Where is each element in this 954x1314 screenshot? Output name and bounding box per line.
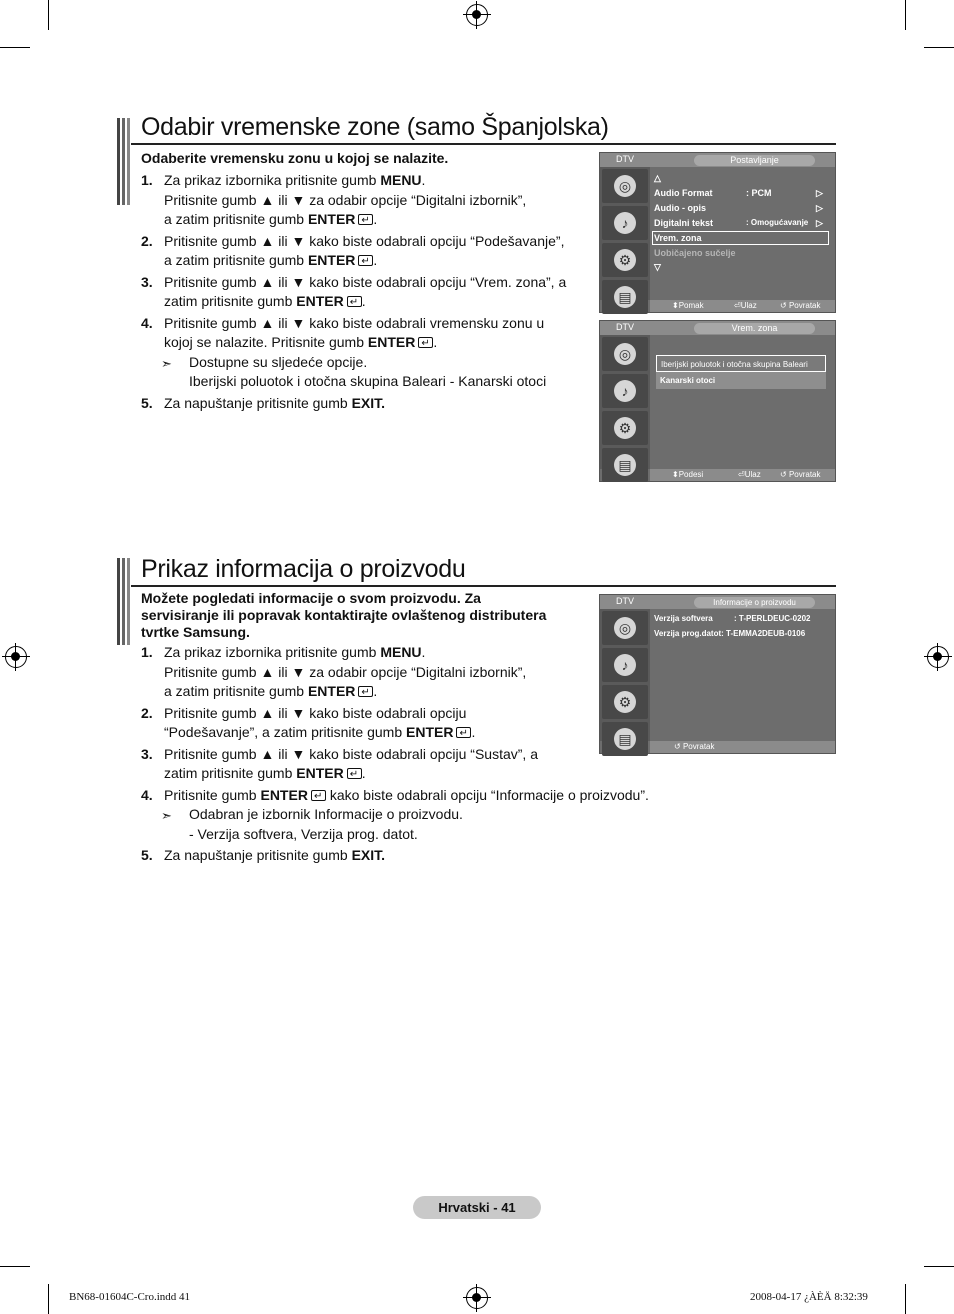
crop-mark	[924, 1266, 954, 1267]
step-item: 4. Pritisnite gumb ▲ ili ▼ kako biste odabrali vremensku zonu u kojoj se nalazite. Pritisnite gumb ENTER↵ . ➣ Dostupne su sljedeće opcije. Iberijski poluotok i otočna skupina Baleari - Kanarski otoci	[141, 314, 591, 392]
step-item: 5. Za napuštanje pritisnite gumb EXIT.	[141, 394, 386, 411]
osd-sidebar	[600, 335, 650, 473]
osd-setup-icon: ⚙	[602, 411, 648, 445]
osd-move-hint: ⬍Pomak	[672, 301, 704, 310]
section-bar	[117, 558, 133, 645]
crop-mark	[0, 1266, 30, 1267]
page-number-badge: Hrvatski - 41	[413, 1196, 541, 1219]
osd-adjust-hint: ⬍Podesi	[672, 470, 704, 479]
step-item: 5. Za napuštanje pritisnite gumb EXIT.	[141, 847, 386, 863]
osd-input-icon: ▤	[602, 448, 648, 482]
osd-sound-icon: ♪	[602, 206, 648, 240]
registration-mark-icon	[466, 1287, 488, 1309]
enter-icon	[311, 790, 326, 801]
step-item: 2. Pritisnite gumb ▲ ili ▼ kako biste odabrali opciju “Podešavanje”, a zatim pritisnite gumb ENTER↵ .	[141, 704, 701, 743]
osd-bottom-bar	[650, 469, 835, 481]
osd-dtv-label: DTV	[616, 154, 634, 164]
step-item: 1. Za prikaz izbornika pritisnite gumb MENU. Pritisnite gumb ▲ ili ▼ za odabir opcije “Digitalni izbornik”, a zatim pritisnite gumb ENTER↵ .	[141, 171, 591, 230]
enter-icon	[358, 686, 373, 697]
section-rule	[131, 143, 836, 145]
osd-menu-row[interactable]: Audio - opis ▷	[654, 203, 823, 213]
crop-mark	[924, 47, 954, 48]
registration-mark-icon	[927, 646, 949, 668]
osd-menu-row-selected[interactable]: Vrem. zona	[654, 233, 702, 243]
section2-title: Prikaz informacija o proizvodu	[141, 555, 466, 583]
osd-sound-icon: ♪	[602, 374, 648, 408]
osd-option-list	[656, 355, 826, 389]
section2-intro: Možete pogledati informacije o svom proizvodu. Za servisiranje ili popravak kontaktirajte ovlaštenog distributera tvrtke Samsung.	[141, 590, 547, 640]
note: - Verzija softvera, Verzija prog. datot.	[189, 825, 418, 842]
osd-sidebar	[600, 609, 650, 747]
step-item: 1. Za prikaz izbornika pritisnite gumb MENU. Pritisnite gumb ▲ ili ▼ za odabir opcije “Digitalni izbornik”, a zatim pritisnite gumb ENTER↵ .	[141, 643, 701, 702]
crop-mark	[48, 1284, 49, 1314]
section1-title: Odabir vremenske zone (samo Španjolska)	[141, 113, 609, 141]
osd-option-selected[interactable]: Iberijski poluotok i otočna skupina Baleari	[656, 355, 826, 372]
osd-input-icon: ▤	[602, 280, 648, 314]
osd-picture-icon: ◎	[602, 337, 648, 371]
footer-timestamp: 2008-04-17 ¿ÀÈÄ 8:32:39	[750, 1291, 868, 1303]
enter-icon	[358, 255, 373, 266]
osd-enter-hint: ⏎Ulaz	[734, 301, 757, 310]
crop-mark	[905, 1284, 906, 1314]
crop-mark	[905, 0, 906, 30]
osd-title: Informacije o proizvodu	[694, 597, 815, 608]
enter-icon	[418, 337, 433, 348]
enter-icon	[347, 296, 362, 307]
osd-return-hint: ↺ Povratak	[780, 470, 821, 479]
osd-info-row: Verzija prog.datot: T-EMMA2DEUB-0106	[654, 629, 806, 638]
osd-bottom-bar	[650, 300, 835, 312]
osd-screen-setup	[599, 152, 836, 313]
osd-picture-icon: ◎	[602, 169, 648, 203]
footer-file-info: BN68-01604C-Cro.indd 41	[69, 1291, 190, 1303]
osd-menu-row[interactable]: Audio Format : PCM ▷	[654, 188, 823, 198]
enter-icon	[358, 214, 373, 225]
osd-up-arrow-icon: △	[654, 173, 661, 183]
osd-setup-icon: ⚙	[602, 685, 648, 719]
enter-icon	[456, 727, 471, 738]
osd-dtv-label: DTV	[616, 596, 634, 606]
osd-menu-row-disabled: Uobičajeno sučelje	[654, 248, 736, 258]
osd-screen-product-info	[599, 594, 836, 754]
osd-title: Postavljanje	[694, 155, 815, 166]
note-arrow-icon: ➣	[161, 808, 172, 823]
section1-intro: Odaberite vremensku zonu u kojoj se nalazite.	[141, 150, 449, 166]
osd-return-hint: ↺ Povratak	[674, 742, 715, 751]
note: ➣ Dostupne su sljedeće opcije.	[164, 353, 591, 373]
osd-dtv-label: DTV	[616, 322, 634, 332]
osd-option[interactable]: Kanarski otoci	[660, 376, 716, 385]
crop-mark	[0, 47, 30, 48]
enter-icon	[347, 768, 362, 779]
section-bar	[117, 118, 133, 205]
osd-menu-row[interactable]: Digitalni tekst : Omogućavanje ▷	[654, 218, 823, 228]
note: Iberijski poluotok i otočna skupina Baleari - Kanarski otoci	[189, 373, 547, 389]
section-rule	[131, 585, 836, 587]
note-arrow-icon: ➣	[161, 355, 172, 371]
osd-enter-hint: ⏎Ulaz	[738, 470, 761, 479]
step-item: 2. Pritisnite gumb ▲ ili ▼ kako biste odabrali opciju “Podešavanje”, a zatim pritisnite gumb ENTER↵ .	[141, 232, 591, 271]
section1-steps	[141, 171, 591, 415]
note: ➣ Odabran je izbornik Informacije o proizvodu.	[164, 805, 701, 825]
registration-mark-icon	[5, 646, 27, 668]
osd-screen-timezone	[599, 320, 836, 482]
osd-info-row: Verzija softvera : T-PERLDEUC-0202	[654, 614, 811, 623]
registration-mark-icon	[466, 4, 488, 26]
osd-input-icon: ▤	[602, 722, 648, 756]
step-item: 3. Pritisnite gumb ▲ ili ▼ kako biste odabrali opciju “Vrem. zona”, a zatim pritisnite gumb ENTER↵ .	[141, 273, 591, 312]
osd-sound-icon: ♪	[602, 648, 648, 682]
crop-mark	[48, 0, 49, 30]
osd-bottom-bar	[650, 741, 835, 753]
osd-sidebar	[600, 167, 650, 305]
osd-setup-icon: ⚙	[602, 243, 648, 277]
step-item: 4. Pritisnite gumb ENTER↵ kako biste odabrali opciju “Informacije o proizvodu”. ➣ Odabran je izbornik Informacije o proizvodu. - Verzija softvera, Verzija prog. datot.	[141, 786, 701, 845]
osd-down-arrow-icon: ▽	[654, 262, 661, 272]
step-item: 3. Pritisnite gumb ▲ ili ▼ kako biste odabrali opciju “Sustav”, a zatim pritisnite gumb ENTER↵ .	[141, 745, 701, 784]
osd-picture-icon: ◎	[602, 611, 648, 645]
osd-return-hint: ↺ Povratak	[780, 301, 821, 310]
osd-title: Vrem. zona	[694, 323, 815, 334]
